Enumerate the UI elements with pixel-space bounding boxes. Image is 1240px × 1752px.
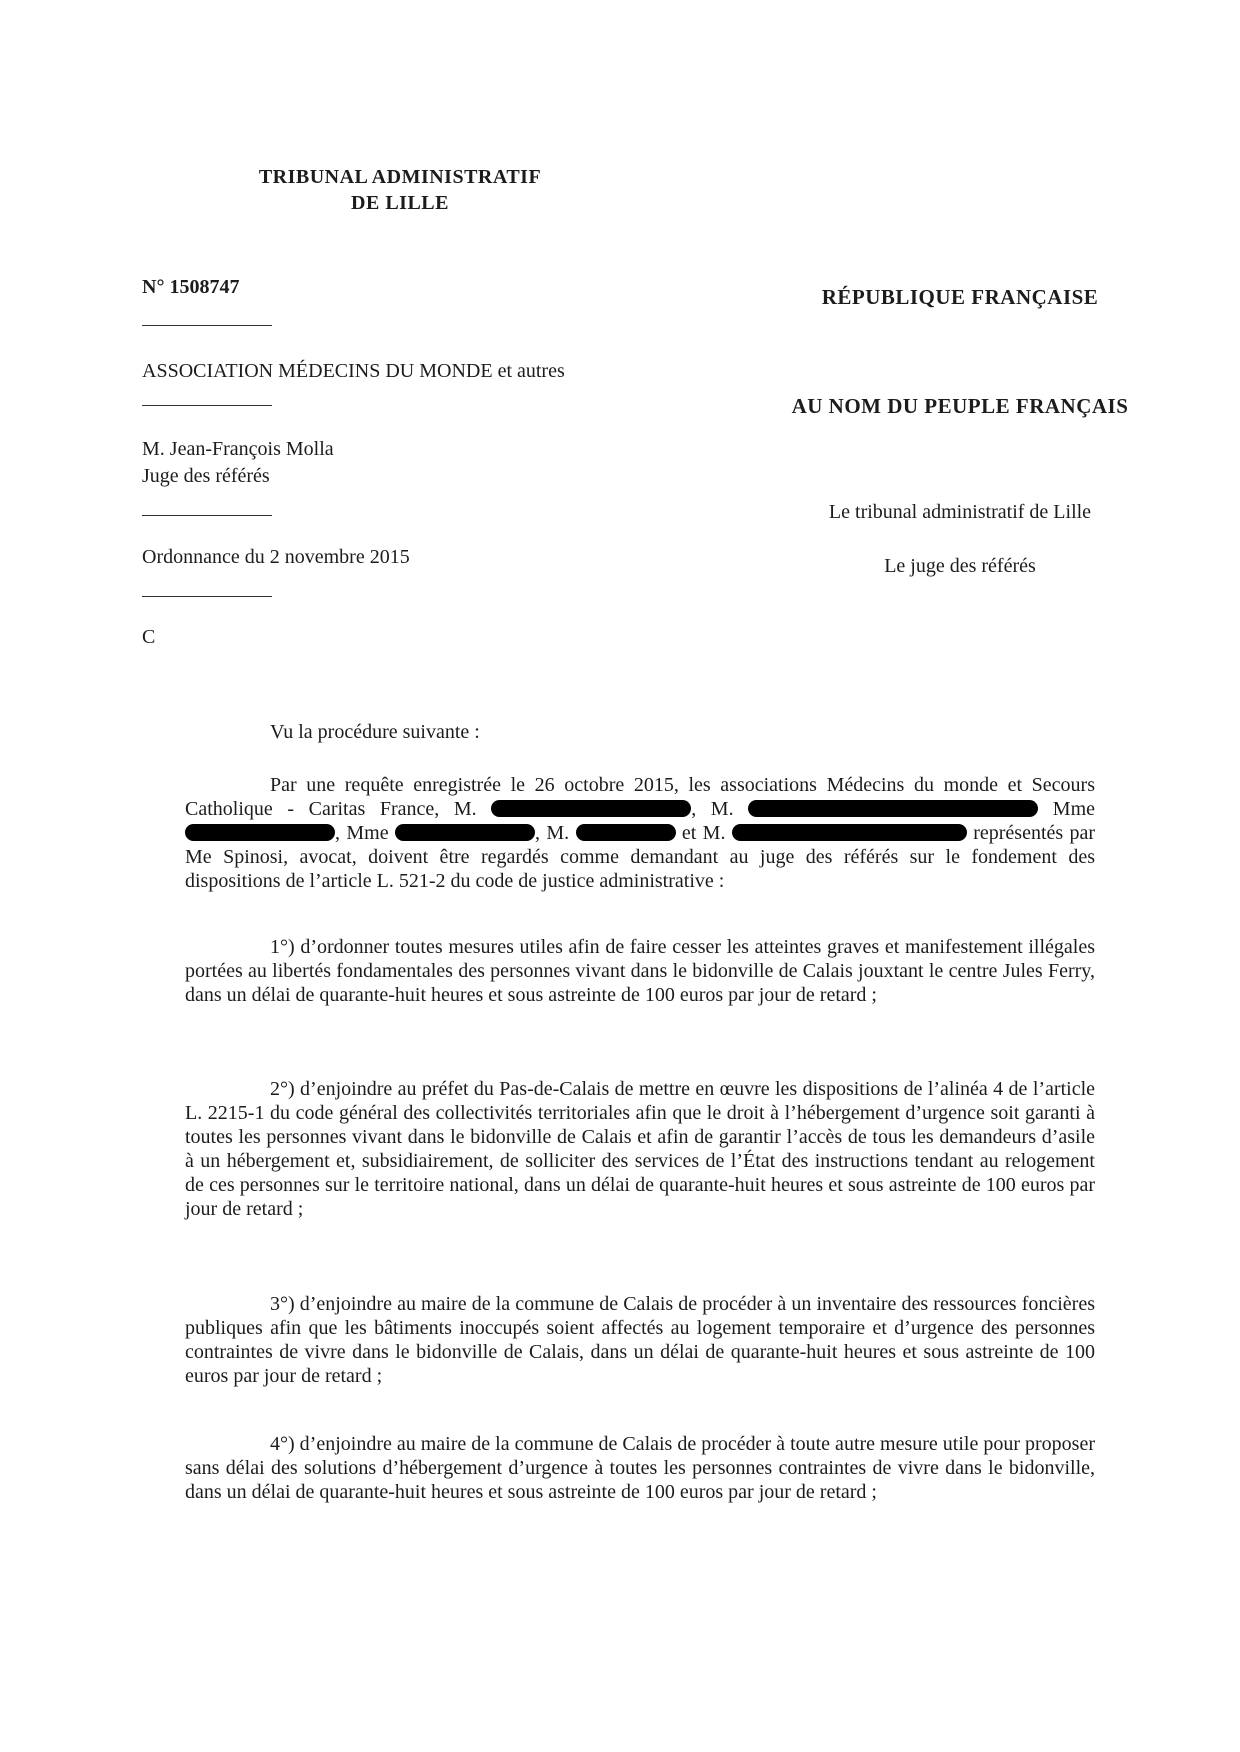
redaction-mark — [491, 800, 691, 817]
vu-line — [185, 720, 1095, 744]
court-name — [200, 164, 600, 216]
redaction-mark — [576, 824, 676, 841]
item-3: 3°) d’enjoindre au maire de la commune de Calais de procéder à un inventaire des ressources foncières publiques afin que les bâtiments inoccupés soient affectés au logement temporaire et d’urgence des personnes contraintes de vivre dans le bidonville de Calais, dans un délai de quarante-huit heures et sous astreinte de 100 euros par jour de retard ; — [185, 1293, 1095, 1387]
tribunal-line: Le tribunal administratif de Lille — [828, 501, 1092, 523]
separator-rule — [142, 325, 272, 326]
text-fragment: , Mme — [335, 822, 389, 844]
redaction-mark — [732, 824, 967, 841]
redaction-mark — [748, 800, 1038, 817]
judge-name: M. Jean-François Molla — [142, 438, 334, 460]
paragraph-requete-part1: Par une requête enregistrée le 26 octobre 2015, les associations Médecins du monde et Secours Catholique - Caritas France, M. — [185, 774, 1095, 820]
classification-code: C — [142, 626, 156, 648]
juge-line: Le juge des référés — [884, 555, 1036, 577]
text-fragment: et M. — [681, 822, 726, 844]
parties: ASSOCIATION MÉDECINS DU MONDE et autres — [142, 360, 565, 382]
item-4: 4°) d’enjoindre au maire de la commune de Calais de procéder à toute autre mesure utile pour proposer sans délai des solutions d’hébergement d’urgence à toutes les personnes contraintes de vivre dans le bidonville, dans un délai de quarante-huit heures et sous astreinte de 100 euros par jour de retard ; — [185, 1433, 1095, 1503]
redaction-mark — [185, 824, 335, 841]
text-fragment: , M. — [691, 798, 734, 820]
court-name-line1: TRIBUNAL ADMINISTRATIF — [258, 166, 542, 188]
item-1: 1°) d’ordonner toutes mesures utiles afin de faire cesser les atteintes graves et manifestement illégales portées au libertés fondamentales des personnes vivant dans le bidonville de Calais jouxtant le centre Jules Ferry, dans un délai de quarante-huit heures et sous astreinte de 100 euros par jour de retard ; — [185, 936, 1095, 1006]
text-fragment: Mme — [1052, 798, 1095, 820]
republic-heading: RÉPUBLIQUE FRANÇAISE — [821, 285, 1099, 309]
au-nom-heading: AU NOM DU PEUPLE FRANÇAIS — [791, 394, 1129, 418]
court-name-line2: DE LILLE — [351, 192, 449, 214]
paragraph-requete-part2: représentés par Me Spinosi, avocat, doivent être regardés comme demandant au juge des référés sur le fondement des dispositions de l’article L. 521-2 du code de justice administrative : — [185, 822, 1096, 892]
item-2: 2°) d’enjoindre au préfet du Pas-de-Calais de mettre en œuvre les dispositions de l’alinéa 4 de l’article L. 2215-1 du code général des collectivités territoriales afin que le droit à l’hébergement d’urgence soit garanti à toutes les personnes vivant dans le bidonville de Calais et afin de garantir l’accès de tous les demandeurs d’asile à un hébergement et, subsidiairement, de solliciter des services de l’État des instructions tendant au relogement de ces personnes sur le territoire national, dans un délai de quarante-huit heures et sous astreinte de 100 euros par jour de retard ; — [185, 1078, 1095, 1220]
separator-rule — [142, 405, 272, 406]
judge-role: Juge des référés — [142, 465, 270, 487]
case-number: N° 1508747 — [142, 276, 240, 298]
ordonnance-date: Ordonnance du 2 novembre 2015 — [142, 546, 410, 568]
paragraph-requete — [185, 773, 1095, 893]
text-fragment: , M. — [534, 822, 570, 844]
separator-rule — [142, 596, 272, 597]
separator-rule — [142, 515, 272, 516]
redaction-mark — [395, 824, 535, 841]
vu-text: Vu la procédure suivante : — [270, 721, 480, 743]
